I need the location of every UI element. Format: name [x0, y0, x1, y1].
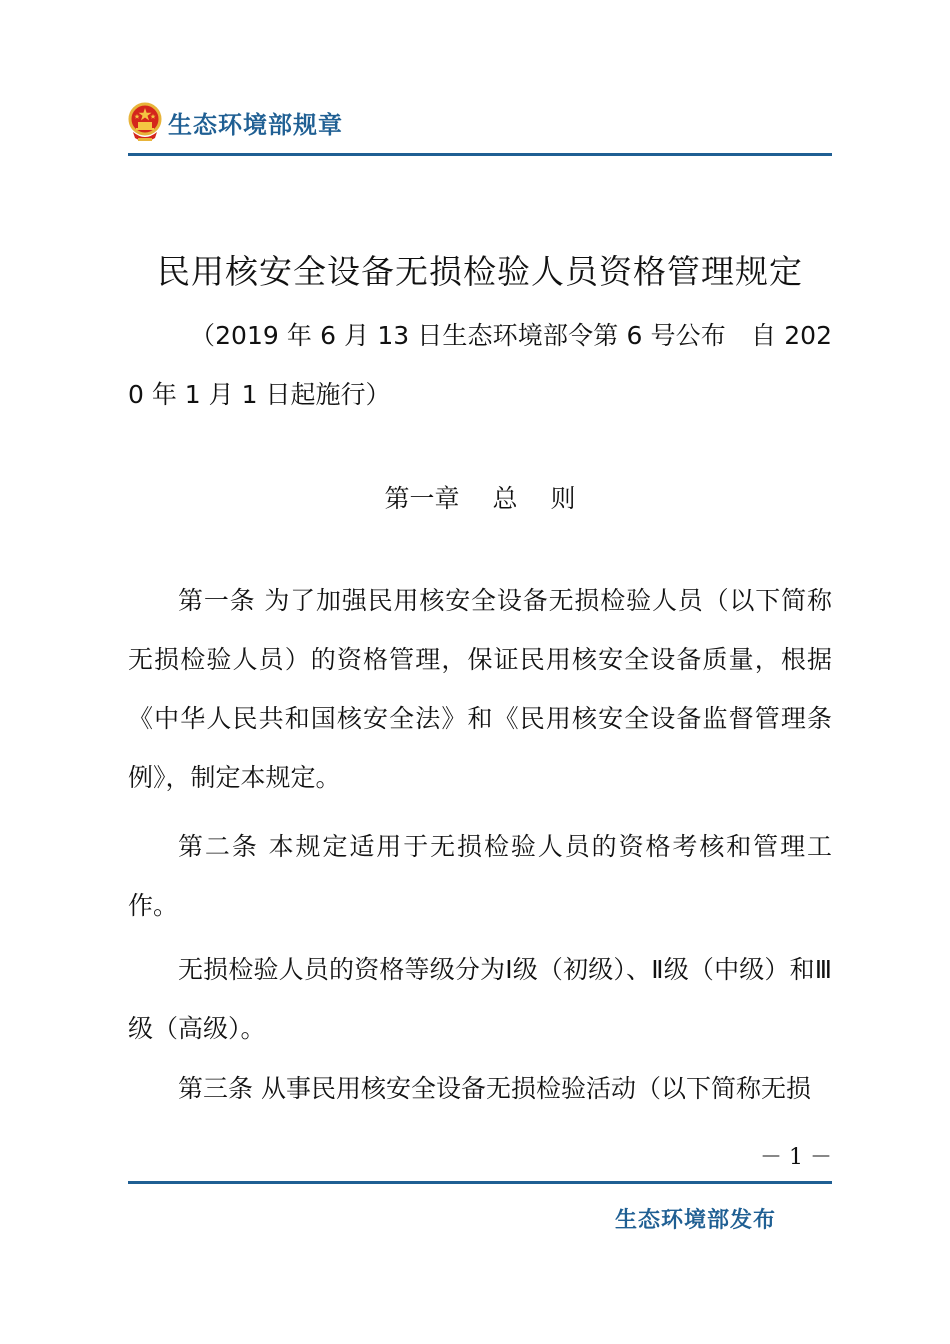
article-paragraph: 第一条 为了加强民用核安全设备无损检验人员（以下简称无损检验人员）的资格管理，保证民用核安全设备质量，根据《中华人民共和国核安全法》和《民用核安全设备监督管理条例》，制定本规定。 — [128, 586, 832, 792]
header-title: 生态环境部规章 — [168, 110, 343, 139]
document-subtitle: （2019 年 6 月 13 日生态环境部令第 6 号公布 自 2020 年 1 月 1 日起施行） — [128, 321, 832, 409]
document-title: 民用核安全设备无损检验人员资格管理规定 — [157, 252, 803, 291]
page-number: － 1 － — [760, 1145, 832, 1170]
article-paragraph: 第二条 本规定适用于无损检验人员的资格考核和管理工作。 — [128, 832, 832, 920]
footer-publisher: 生态环境部发布 — [614, 1208, 776, 1233]
article-paragraph: 第三条 从事民用核安全设备无损检验活动（以下简称无损 — [178, 1074, 811, 1103]
national-emblem-icon — [128, 102, 162, 142]
article-paragraph: 无损检验人员的资格等级分为Ⅰ级（初级）、Ⅱ级（中级）和Ⅲ级（高级）。 — [128, 955, 832, 1043]
header — [128, 98, 343, 146]
footer-divider — [128, 1181, 832, 1184]
header-divider — [128, 153, 832, 156]
chapter-heading: 第一章 总 则 — [384, 484, 576, 513]
